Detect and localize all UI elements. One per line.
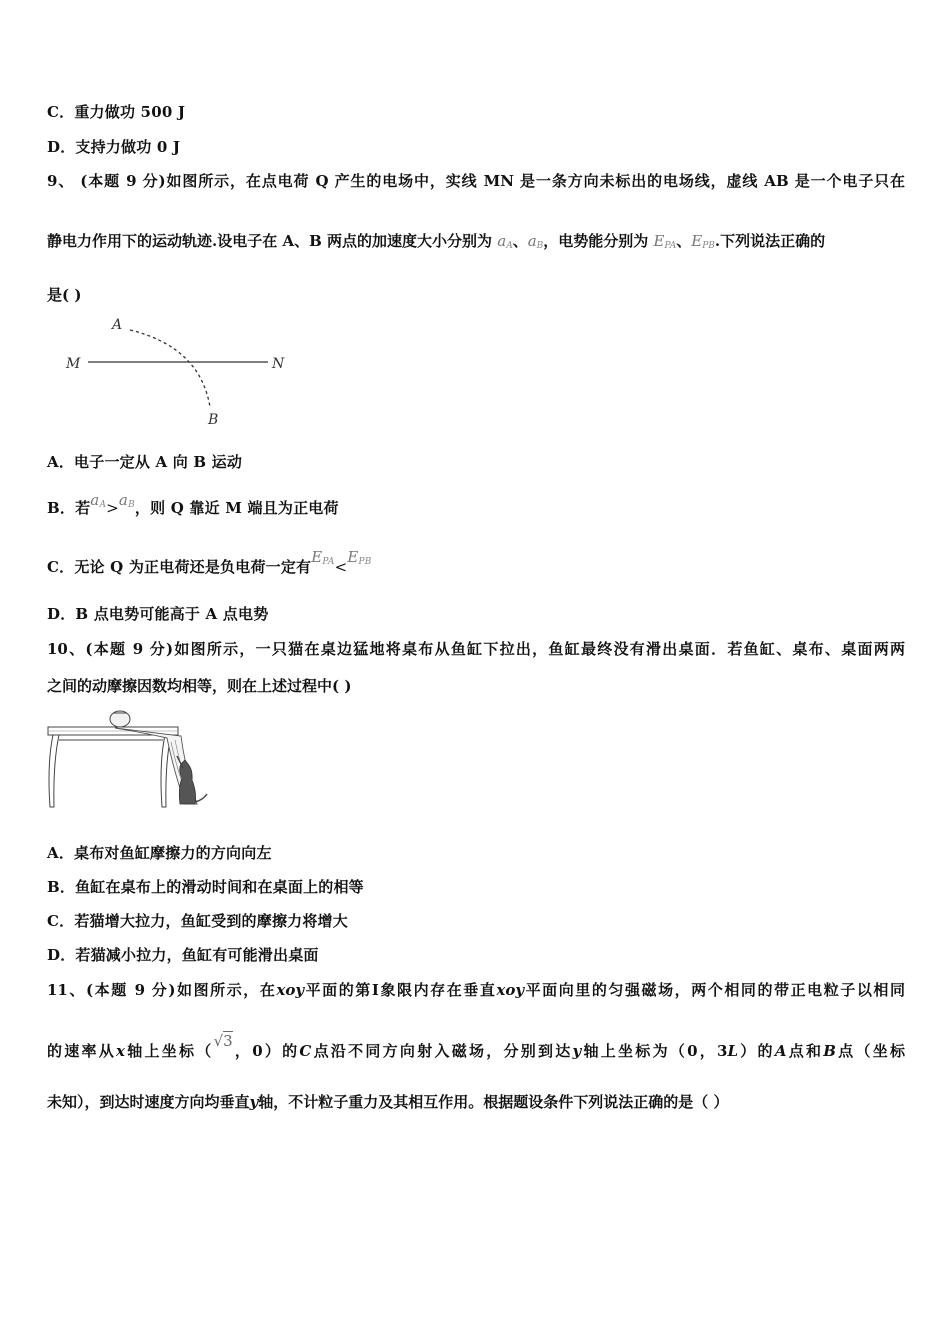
sqrt-3: √3 [213, 1032, 233, 1050]
q10-option-b: B．鱼缸在桌布上的滑动时间和在桌面上的相等 [47, 878, 364, 896]
q10-option-a: A．桌布对鱼缸摩擦力的方向向左 [47, 844, 272, 862]
trajectory-AB [130, 330, 210, 407]
q9-stem-line2: 静电力作用下的运动轨迹.设电子在 A、B 两点的加速度大小分别为 aA、aB，电势能分别为 EPA、EPB.下列说法正确的 [47, 232, 826, 251]
q11-stem-line1: 11、(本题 9 分)如图所示，在xoy平面的第Ⅰ象限内存在垂直xoy平面向里的匀强磁场，两个相同的带正电粒子以相同 [47, 981, 905, 999]
label-B: B [208, 412, 219, 428]
q9-stem-line3: 是( ) [47, 286, 82, 304]
symbol-a-A: aA [497, 232, 513, 251]
q9-option-d: D．B 点电势可能高于 A 点电势 [47, 605, 269, 623]
q10-stem-line1: 10、(本题 9 分)如图所示，一只猫在桌边猛地将桌布从鱼缸下拉出，鱼缸最终没有滑出桌面．若鱼缸、桌布、桌面两两 [47, 640, 905, 658]
q10-option-d: D．若猫减小拉力，鱼缸有可能滑出桌面 [47, 946, 319, 964]
q8-option-c: C．重力做功 500 J [47, 103, 186, 121]
q10-option-c: C．若猫增大拉力，鱼缸受到的摩擦力将增大 [47, 912, 348, 930]
symbol-E-PB: EPB [691, 232, 715, 251]
q9-stem-text: 静电力作用下的运动轨迹.设电子在 A、B 两点的加速度大小分别为 [47, 232, 492, 250]
symbol-E-PA: EPA [311, 548, 335, 567]
label-M: M [66, 356, 81, 372]
label-A: A [112, 317, 123, 333]
label-N: N [272, 356, 285, 372]
q9-option-b: B．若aA>aB，则 Q 靠近 M 端且为正电荷 [47, 491, 339, 517]
symbol-E-PB: EPB [347, 548, 372, 567]
q9-stem-line1: 9、 (本题 9 分)如图所示，在点电荷 Q 产生的电场中，实线 MN 是一条方向未标出的电场线，虚线 AB 是一个电子只在 [47, 172, 905, 190]
symbol-a-B: aB [527, 232, 544, 251]
symbol-a-B: aB [118, 491, 135, 510]
q10-stem-line2: 之间的动摩擦因数均相等，则在上述过程中( ) [47, 677, 352, 695]
q9-field-figure [60, 312, 300, 432]
q11-stem-line3: 未知），到达时速度方向均垂直y轴，不计粒子重力及其相互作用。根据题设条件下列说法正确的是（ ） [47, 1093, 729, 1111]
q10-cat-table-figure [45, 708, 215, 816]
symbol-E-PA: EPA [653, 232, 677, 251]
q9-option-c: C．无论 Q 为正电荷还是负电荷一定有EPA<EPB [47, 548, 372, 576]
q11-stem-line2: 的速率从x轴上坐标（√3，0）的C点沿不同方向射入磁场，分别到达y轴上坐标为（0，3L）的A点和B点（坐标 [47, 1032, 905, 1060]
symbol-a-A: aA [90, 491, 107, 510]
table-leg-left [49, 735, 59, 807]
q9-option-a: A．电子一定从 A 向 B 运动 [47, 453, 243, 471]
q8-option-d: D．支持力做功 0 J [47, 138, 181, 156]
